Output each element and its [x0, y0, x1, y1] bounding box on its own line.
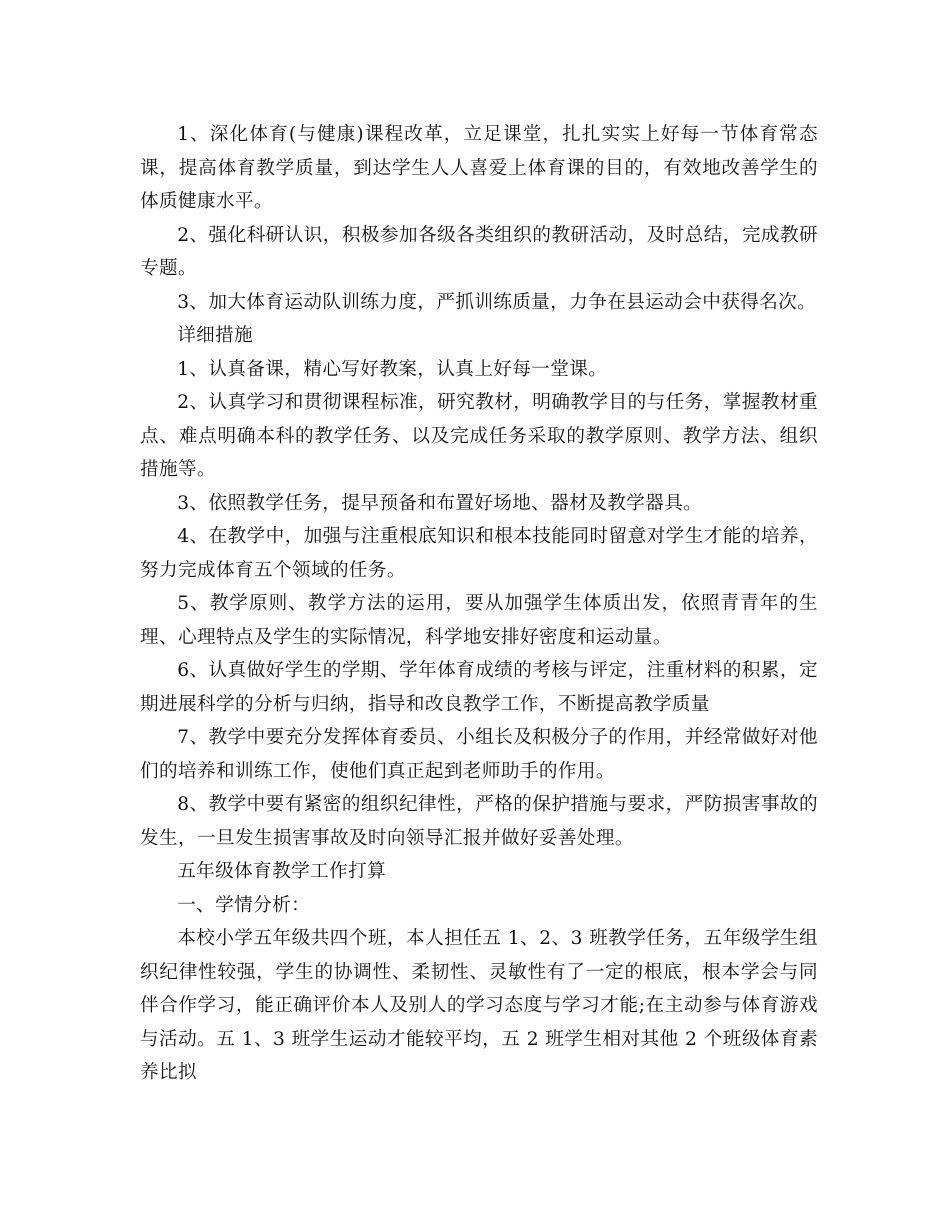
goal-paragraph-1: 1、深化体育(与健康)课程改革，立足课堂，扎扎实实上好每一节体育常态课，提高体育教学质量，到达学生人人喜爱上体育课的目的，有效地改善学生的体质健康水平。: [140, 124, 818, 212]
section-heading-measures: 详细措施: [177, 325, 254, 346]
goal-paragraph-3: 3、加大体育运动队训练力度，严抓训练质量，力争在县运动会中获得名次。: [177, 291, 817, 313]
section-heading-grade5-plan: 五年级体育教学工作打算: [177, 861, 387, 882]
measure-paragraph-5: 5、教学原则、教学方法的运用，要从加强学生体质出发，依照青青年的生理、心理特点及学生的实际情况，科学地安排好密度和运动量。: [140, 593, 818, 648]
measure-paragraph-8: 8、教学中要有紧密的组织纪律性，严格的保护措施与要求，严防损害事故的发生，一旦发生损害事故及时向领导汇报并做好妥善处理。: [140, 794, 818, 849]
measure-paragraph-1: 1、认真备课，精心写好教案，认真上好每一堂课。: [177, 358, 608, 380]
measure-paragraph-6: 6、认真做好学生的学期、学年体育成绩的考核与评定，注重材料的积累，定期进展科学的分析与归纳，指导和改良教学工作，不断提高教学质量: [140, 660, 818, 715]
document-body: [140, 118, 818, 1090]
goal-paragraph-2: 2、强化科研认识，积极参加各级各类组织的教研活动，及时总结，完成教研专题。: [140, 224, 818, 279]
measure-paragraph-7: 7、教学中要充分发挥体育委员、小组长及积极分子的作用，并经常做好对他们的培养和训练工作，使他们真正起到老师助手的作用。: [140, 727, 818, 782]
section-heading-student-analysis: 一、学情分析：: [177, 894, 311, 916]
measure-paragraph-2: 2、认真学习和贯彻课程标准，研究教材，明确教学目的与任务，掌握教材重点、难点明确本科的教学任务、以及完成任务采取的教学原则、教学方法、组织措施等。: [140, 392, 818, 480]
analysis-paragraph: 本校小学五年级共四个班，本人担任五 1、2、3 班教学任务，五年级学生组织纪律性较强，学生的协调性、柔韧性、灵敏性有了一定的根底，根本学会与同伴合作学习，能正确评价本人及别人的学习态度与学习才能;在主动参与体育游戏与活动。五 1、3 班学生运动才能较平均，五 2 班学生相对其他 2 个班级体育素养比拟: [140, 928, 818, 1083]
measure-paragraph-4: 4、在教学中，加强与注重根底知识和根本技能同时留意对学生才能的培养，努力完成体育五个领域的任务。: [140, 526, 818, 581]
measure-paragraph-3: 3、依照教学任务，提早预备和布置好场地、器材及教学器具。: [177, 492, 703, 514]
